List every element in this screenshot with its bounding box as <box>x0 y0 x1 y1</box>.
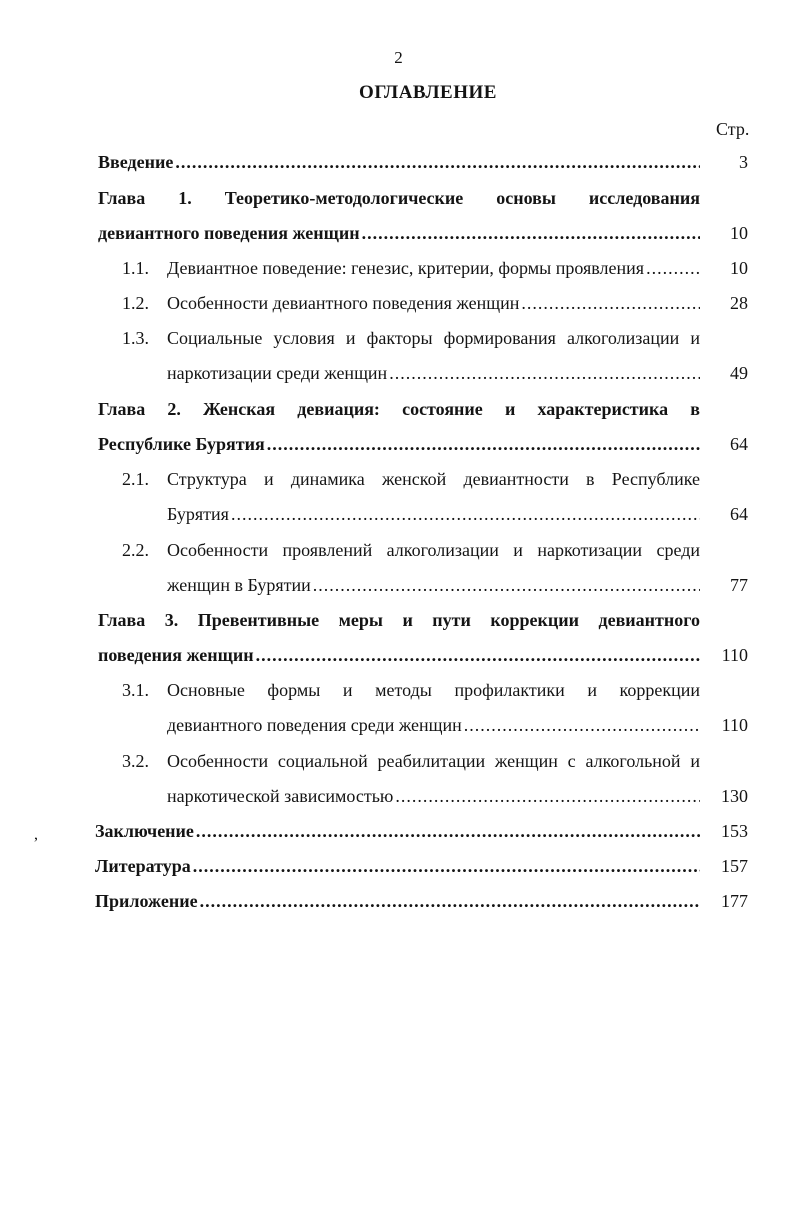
toc-entry-title: Республике Бурятия <box>98 434 265 454</box>
toc-entry-title: женщин в Бурятии <box>167 575 311 595</box>
toc-section-1-3[interactable]: Социальные условия и факторы формирования алкоголизации и <box>167 328 700 348</box>
toc-section-number: 2.2. <box>122 540 149 560</box>
toc-chapter-2-title[interactable]: Глава 2. Женская девиация: состояние и характеристика в <box>98 399 700 419</box>
toc-chapter-2-title-cont[interactable] <box>98 430 700 458</box>
toc-page-section-1-3: 49 <box>730 363 748 383</box>
toc-page-chapter-3: 110 <box>721 645 748 665</box>
toc-entry-appendix[interactable] <box>95 887 700 915</box>
toc-page-intro: 3 <box>739 152 748 172</box>
toc-entry-title: наркотизации среди женщин <box>167 363 388 383</box>
page-title: ОГЛАВЛЕНИЕ <box>359 82 497 103</box>
toc-entry-title: Девиантное поведение: генезис, критерии, формы проявления <box>167 258 645 278</box>
toc-section-1-2[interactable] <box>167 289 700 317</box>
toc-chapter-3-title[interactable]: Глава 3. Превентивные меры и пути коррекции девиантного <box>98 610 700 630</box>
toc-page-section-2-2: 77 <box>730 575 748 595</box>
toc-section-3-2[interactable]: Особенности социальной реабилитации женщин с алкогольной и <box>167 751 700 771</box>
toc-section-3-1[interactable]: Основные формы и методы профилактики и коррекции <box>167 680 700 700</box>
toc-section-1-3-cont[interactable] <box>167 359 700 387</box>
toc-entry-literature[interactable] <box>95 852 700 880</box>
toc-page-chapter-1: 10 <box>730 223 748 243</box>
toc-section-2-2[interactable]: Особенности проявлений алкоголизации и наркотизации среди <box>167 540 700 560</box>
toc-page-section-2-1: 64 <box>730 504 748 524</box>
toc-page-section-1-1: 10 <box>730 258 748 278</box>
toc-section-2-1[interactable]: Структура и динамика женской девиантности в Республике <box>167 469 700 489</box>
toc-entry-conclusion[interactable] <box>95 817 700 845</box>
toc-section-number: 2.1. <box>122 469 149 489</box>
toc-entry-title: Введение <box>98 152 174 172</box>
toc-page-section-3-2: 130 <box>721 786 748 806</box>
toc-section-3-2-cont[interactable] <box>167 782 700 810</box>
toc-section-2-2-cont[interactable] <box>167 571 700 599</box>
toc-section-1-1[interactable] <box>167 254 700 282</box>
toc-page-section-3-1: 110 <box>721 715 748 735</box>
toc-page-section-1-2: 28 <box>730 293 748 313</box>
pages-column-label: Стр. <box>716 119 750 139</box>
toc-entry-title: поведения женщин <box>98 645 254 665</box>
toc-section-number: 1.2. <box>122 293 149 313</box>
stray-mark: , <box>34 826 38 843</box>
toc-section-number: 1.3. <box>122 328 149 348</box>
toc-entry-title: Особенности девиантного поведения женщин <box>167 293 520 313</box>
toc-entry-title: Литература <box>95 856 191 876</box>
toc-entry-title: Приложение <box>95 891 198 911</box>
toc-section-number: 3.2. <box>122 751 149 771</box>
toc-section-number: 3.1. <box>122 680 149 700</box>
toc-section-number: 1.1. <box>122 258 149 278</box>
toc-entry-title: девиантного поведения женщин <box>98 223 360 243</box>
toc-chapter-1-title-cont[interactable] <box>98 219 700 247</box>
toc-chapter-3-title-cont[interactable] <box>98 641 700 669</box>
page-number: 2 <box>394 48 403 67</box>
toc-chapter-1-title[interactable]: Глава 1. Теоретико-методологические основы исследования <box>98 188 700 208</box>
toc-entry-title: наркотической зависимостью <box>167 786 394 806</box>
toc-page-appendix: 177 <box>721 891 748 911</box>
toc-page-conclusion: 153 <box>721 821 748 841</box>
toc-entry-title: девиантного поведения среди женщин <box>167 715 462 735</box>
toc-entry-title: Бурятия <box>167 504 229 524</box>
toc-page-chapter-2: 64 <box>730 434 748 454</box>
toc-section-3-1-cont[interactable] <box>167 711 700 739</box>
toc-page-literature: 157 <box>721 856 748 876</box>
toc-section-2-1-cont[interactable] <box>167 500 700 528</box>
toc-entry-intro[interactable] <box>98 148 700 176</box>
toc-entry-title: Заключение <box>95 821 194 841</box>
